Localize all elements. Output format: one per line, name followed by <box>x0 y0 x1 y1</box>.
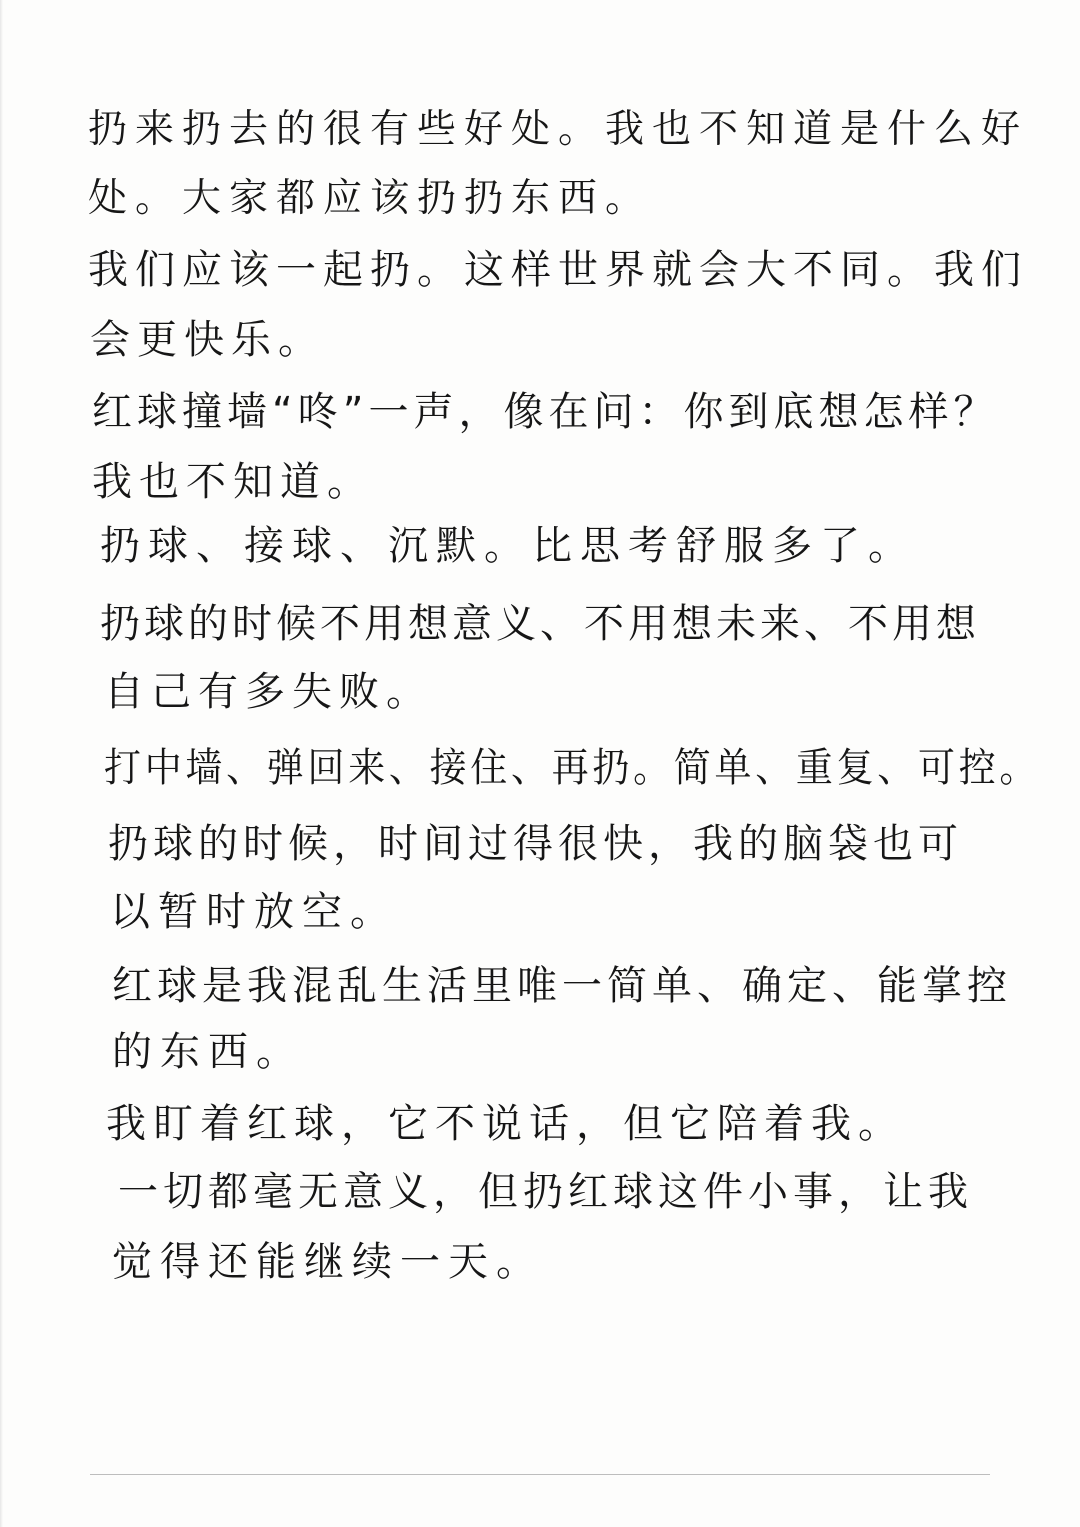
text-line-7: 扔球、接球、沉默。比思考舒服多了。 <box>100 523 916 569</box>
text-line-15: 我盯着红球，它不说话，但它陪着我。 <box>106 1101 905 1147</box>
text-line-10: 打中墙、弹回来、接住、再扔。简单、重复、可控。 <box>104 745 1041 791</box>
text-line-13: 红球是我混乱生活里唯一简单、确定、能掌控 <box>112 963 1012 1009</box>
text-line-4: 会更快乐。 <box>90 317 325 363</box>
text-line-2: 处。大家都应该扔扔东西。 <box>88 176 653 221</box>
text-line-11: 扔球的时候，时间过得很快，我的脑袋也可 <box>108 821 963 867</box>
bottom-rule-line <box>90 1474 990 1475</box>
text-line-16: 一切都毫无意义，但扔红球这件小事，让我 <box>118 1169 973 1215</box>
text-line-6: 我也不知道。 <box>92 459 374 505</box>
text-line-14: 的东西。 <box>112 1029 304 1075</box>
text-line-17: 觉得还能继续一天。 <box>112 1239 544 1285</box>
text-line-8: 扔球的时候不用想意义、不用想未来、不用想 <box>100 601 980 647</box>
text-line-12: 以暂时放空。 <box>110 889 398 935</box>
text-line-9: 自己有多失败。 <box>104 669 433 715</box>
text-line-5: 红球撞墙“咚”一声，像在问：你到底想怎样？ <box>92 389 999 435</box>
text-line-3: 我们应该一起扔。这样世界就会大不同。我们 <box>88 247 1028 293</box>
text-line-1: 扔来扔去的很有些好处。我也不知道是什么好 <box>88 107 1029 152</box>
